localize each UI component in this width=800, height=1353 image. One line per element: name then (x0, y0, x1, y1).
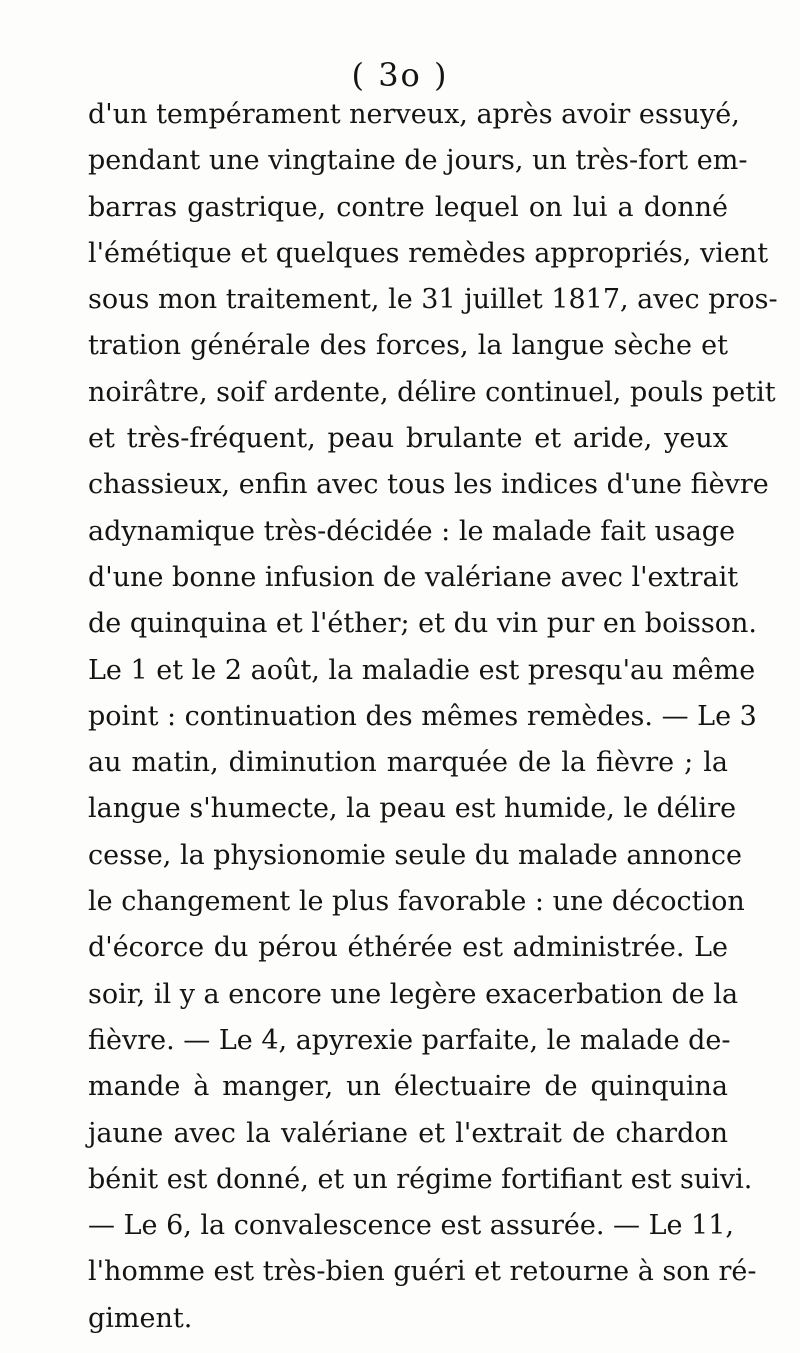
text-line: l'émétique et quelques remèdes appropriés, vient (88, 237, 769, 269)
text-line: cesse, la physionomie seule du malade annonce (88, 839, 742, 871)
text-line: d'un tempérament nerveux, après avoir essuyé, (88, 99, 740, 130)
text-line: chassieux, enfin avec tous les indices d'une fièvre (88, 469, 769, 501)
text-line: et très-fréquent, peau brulante et aride, yeux (88, 423, 728, 455)
text-line: l'homme est très-bien guéri et retourne à son ré- (88, 1256, 757, 1288)
text-line: le changement le plus favorable : une décoction (88, 886, 745, 918)
text-line: jaune avec la valériane et l'extrait de chardon (88, 1117, 728, 1149)
text-line: sous mon traitement, le 31 juillet 1817, avec pros- (88, 284, 778, 316)
text-line: d'écorce du pérou éthérée est administrée. Le (88, 932, 728, 964)
text-line: barras gastrique, contre lequel on lui a donné (88, 191, 728, 223)
text-line: de quinquina et l'éther; et du vin pur en boisson. (88, 608, 757, 640)
text-line: tration générale des forces, la langue sèche et (88, 330, 728, 362)
text-line: noirâtre, soif ardente, délire continuel, pouls petit (88, 376, 776, 408)
text-line: fièvre. — Le 4, apyrexie parfaite, le malade de- (88, 1024, 731, 1056)
text-line: mande à manger, un électuaire de quinquina (88, 1071, 728, 1103)
text-line: d'une bonne infusion de valériane avec l'extrait (88, 561, 739, 593)
text-line: soir, il y a encore une legère exacerbation de la (88, 978, 739, 1010)
text-line: langue s'humecte, la peau est humide, le délire (88, 793, 737, 825)
text-line: giment. (88, 1302, 193, 1334)
body-text (88, 92, 778, 1342)
text-line: adynamique très-décidée : le malade fait usage (88, 515, 736, 547)
text-line: Le 1 et le 2 août, la maladie est presqu'au même (88, 654, 756, 686)
text-line: bénit est donné, et un régime fortifiant est suivi. (88, 1163, 753, 1195)
text-line: — Le 6, la convalescence est assurée. — Le 11, (88, 1210, 734, 1242)
page-number: ( 3o ) (351, 56, 449, 94)
text-line: au matin, diminution marquée de la fièvre ; la (88, 747, 728, 779)
text-line: pendant une vingtaine de jours, un très-fort em- (88, 145, 748, 177)
text-line: point : continuation des mêmes remèdes. — Le 3 (88, 700, 757, 732)
